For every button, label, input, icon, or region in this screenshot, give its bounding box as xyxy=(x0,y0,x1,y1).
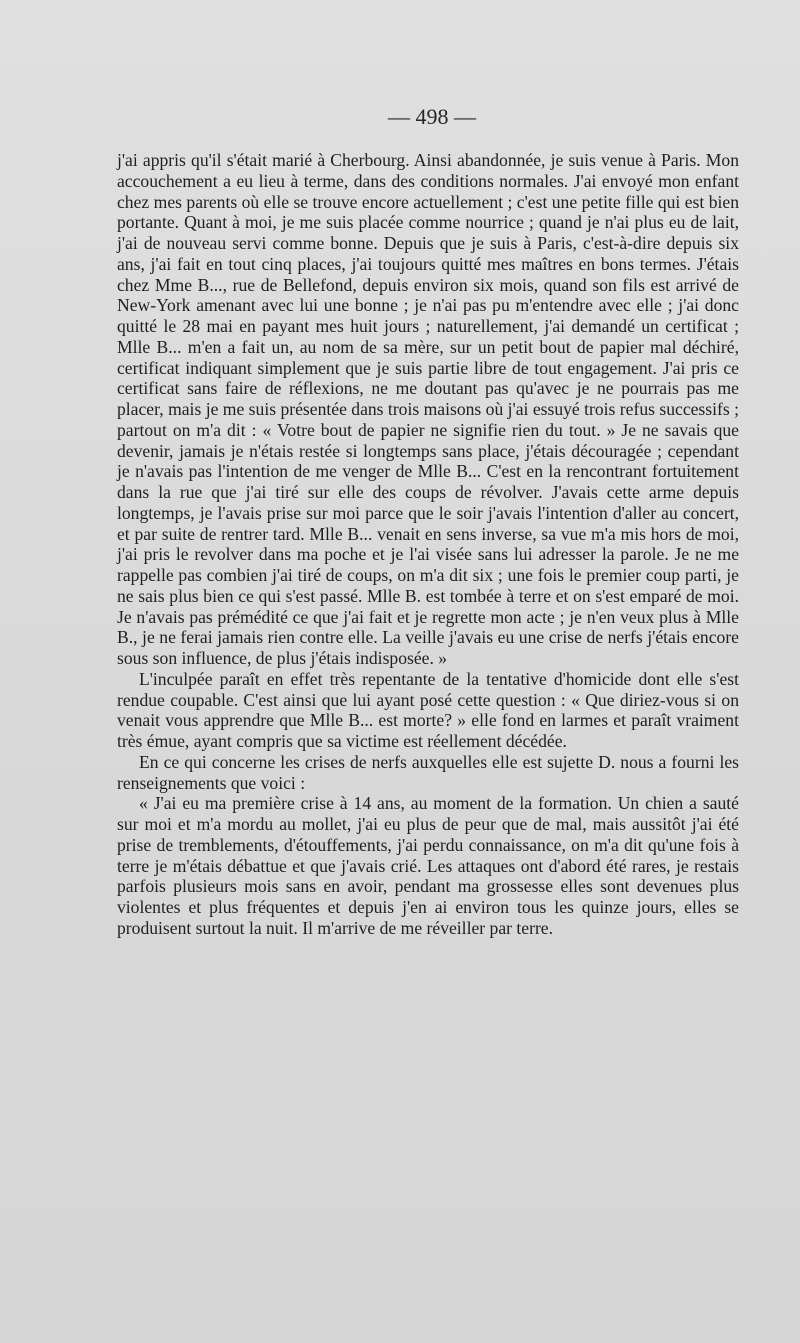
paragraph-first-crisis: « J'ai eu ma première crise à 14 ans, au moment de la formation. Un chien a sauté sur moi et m'a mordu au mollet, j'ai eu plus de peur que de mal, mais aussitôt j'ai été prise de tremblements, d'étouffements, j'ai perdu connaissance, on m'a dit qu'une fois à terre je m'étais débattue et que j'avais crié. Les attaques ont d'abord été rares, je restais parfois plusieurs mois sans en avoir, pendant ma grossesse elles sont devenues plus violentes et plus fréquentes et depuis j'en ai environ tous les quinze jours, elles se produisent surtout la nuit. Il m'arrive de me réveiller par terre. xyxy=(117,793,739,938)
paragraph-repentance: L'inculpée paraît en effet très repentante de la tentative d'homicide dont elle s'est rendue coupable. C'est ainsi que lui ayant posé cette question : « Que diriez-vous si on venait vous apprendre que Mlle B... est morte? » elle fond en larmes et paraît vraiment très émue, ayant compris que sa victime est réellement décédée. xyxy=(117,668,739,751)
paragraph-nervous-crises: En ce qui concerne les crises de nerfs auxquelles elle est sujette D. nous a fourni les renseignements que voici : xyxy=(117,751,739,793)
body-text xyxy=(117,150,739,939)
page-number: — 498 — xyxy=(388,104,476,129)
paragraph-testimony: j'ai appris qu'il s'était marié à Cherbourg. Ainsi abandonnée, je suis venue à Paris. Mon accouchement a eu lieu à terme, dans des conditions normales. J'ai envoyé mon enfant chez mes parents où elle se trouve encore actuellement ; c'est une petite fille qui est bien portante. Quant à moi, je me suis placée comme nourrice ; quand je n'ai plus eu de lait, j'ai de nouveau servi comme bonne. Depuis que je suis à Paris, c'est-à-dire depuis six ans, j'ai fait en tout cinq places, j'ai toujours quitté mes maîtres en bons termes. J'étais chez Mme B..., rue de Bellefond, depuis environ six mois, quand son fils est arrivé de New-York amenant avec lui une bonne ; je n'ai pas pu m'entendre avec elle ; j'ai donc quitté le 28 mai en payant mes huit jours ; naturellement, j'ai demandé un certificat ; Mlle B... m'en a fait un, au nom de sa mère, sur un petit bout de papier mal déchiré, certificat indiquant simplement que je suis partie libre de tout engagement. J'ai pris ce certificat sans faire de réflexions, ne me doutant pas qu'avec je ne pourrais pas me placer, mais je me suis présentée dans trois maisons où j'ai essuyé trois refus successifs ; partout on m'a dit : « Votre bout de papier ne signifie rien du tout. » Je ne savais que devenir, jamais je n'étais restée si longtemps sans place, j'étais découragée ; cependant je n'avais pas l'intention de me venger de Mlle B... C'est en la rencontrant fortuitement dans la rue que j'ai tiré sur elle des coups de révolver. J'avais cette arme depuis longtemps, je l'avais prise sur moi parce que le soir j'avais l'intention d'aller au concert, et par suite de rentrer tard. Mlle B... venait en sens inverse, sa vue m'a mis hors de moi, j'ai pris le revolver dans ma poche et je l'ai visée sans lui adresser la parole. Je ne me rappelle pas combien j'ai tiré de coups, on m'a dit six ; une fois le premier coup parti, je ne sais plus bien ce qui s'est passé. Mlle B. est tombée à terre et on s'est emparé de moi. Je n'avais pas prémédité ce que j'ai fait et je regrette mon acte ; je n'en veux plus à Mlle B., je ne ferai jamais rien contre elle. La veille j'avais eu une crise de nerfs j'étais encore sous son influence, de plus j'étais indisposée. » xyxy=(117,150,740,668)
